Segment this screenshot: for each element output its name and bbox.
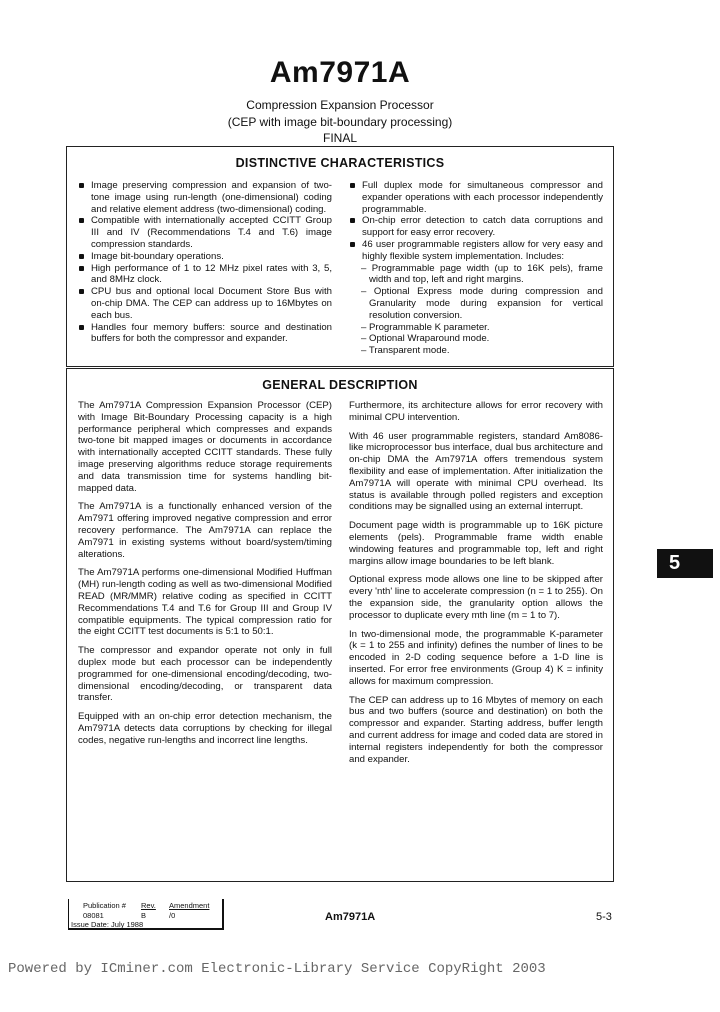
feature-subitem: – Programmable K parameter. bbox=[361, 321, 490, 333]
description-paragraph: The compressor and expandor operate not only in full duplex mode but each processor can be independently programmed for one-dimensional encoding/decoding, two-dimensional encoding/decoding, or transparent data transfer. bbox=[78, 645, 332, 704]
feature-item: CPU bus and optional local Document Store Bus with on-chip DMA. The CEP can address up to 16Mbytes on each bus. bbox=[78, 286, 332, 321]
feature-item: 46 user programmable registers allow for very easy and highly flexible system implementation. Includes: bbox=[349, 239, 603, 263]
characteristics-section bbox=[66, 146, 614, 367]
description-paragraph: Document page width is programmable up to 16K picture elements (pels). Programmable frame width enable windowing features and programmable top, left and right margins allow image boundaries to be left blank. bbox=[349, 520, 603, 567]
feature-item: High performance of 1 to 12 MHz pixel rates with 3, 5, and 8MHz clock. bbox=[78, 263, 332, 287]
feature-item: Image bit-boundary operations. bbox=[78, 251, 332, 263]
description-paragraph: The Am7971A performs one-dimensional Modified Huffman (MH) run-length coding as well as two-dimensional Modified READ (MR/MMR) relative coding as specified in CCITT Recommendations T.4 and T.6 for Group III and Group IV compatible equipments. The typical compression ratio for the eight CCITT test documents is 5:1 to 50:1. bbox=[78, 567, 332, 638]
feature-item: Image preserving compression and expansion of two-tone image using run-length (one-dimensional) coding and relative element address (two-dimensional) coding. bbox=[78, 180, 332, 215]
pub-label: Publication # bbox=[83, 901, 126, 910]
amend-label: Amendment bbox=[169, 901, 210, 910]
rev-value: B bbox=[141, 910, 147, 920]
description-paragraph: In two-dimensional mode, the programmable K-parameter (k = 1 to 255 and infinity) defines the number of lines to be encoded in 2-D coding sequence before a 1-D line is inserted. For error free environments (Group 4) K = infinity allows for maximum compression. bbox=[349, 628, 603, 687]
feature-subitem: – Transparent mode. bbox=[361, 345, 450, 357]
footer-part-number: Am7971A bbox=[325, 911, 376, 923]
rev-label: Rev. bbox=[141, 901, 156, 910]
feature-item: On-chip error detection to catch data corruptions and support for easy error recovery. bbox=[349, 215, 603, 239]
feature-item: Compatible with internationally accepted CCITT Group III and IV (Recommendations T.4 and T.6) image compression standards. bbox=[78, 215, 332, 250]
doc-subtitle: Compression Expansion Processor bbox=[246, 98, 434, 112]
publication-info bbox=[68, 899, 224, 930]
description-paragraph: The Am7971A is a functionally enhanced version of the Am7971 offering improved negative compression and error recovery performance. The Am7971A can replace the Am7971 in existing systems without board/system/timing alterations. bbox=[78, 501, 332, 560]
watermark: Powered by ICminer.com Electronic-Library Service CopyRight 2003 bbox=[8, 961, 546, 977]
feature-subitem: – Optional Wraparound mode. bbox=[361, 333, 490, 345]
description-paragraph: Equipped with an on-chip error detection mechanism, the Am7971A detects data corruptions by checking for illegal codes, negative run-lengths and incorrect line lengths. bbox=[78, 711, 332, 746]
pub-number: 08081 bbox=[83, 910, 104, 920]
section-heading: DISTINCTIVE CHARACTERISTICS bbox=[235, 156, 445, 170]
feature-item: Handles four memory buffers: source and destination buffers for both the compressor and expander. bbox=[78, 322, 332, 346]
feature-subitem: – Optional Express mode during compression and Granularity mode during expansion for vertical resolution conversion. bbox=[361, 286, 603, 321]
page-number: 5-3 bbox=[596, 911, 612, 923]
description-paragraph: Furthermore, its architecture allows for error recovery with minimal CPU intervention. bbox=[349, 400, 603, 423]
section-heading: GENERAL DESCRIPTION bbox=[262, 378, 418, 392]
amend-value: /0 bbox=[169, 910, 176, 920]
feature-item: Full duplex mode for simultaneous compressor and expander operations with each processor independently programmable. bbox=[349, 180, 603, 215]
feature-subitem: – Programmable page width (up to 16K pels), frame width and top, left and right margins. bbox=[361, 262, 603, 286]
doc-subtitle-2: (CEP with image bit-boundary processing) bbox=[227, 115, 453, 129]
description-paragraph: Optional express mode allows one line to be skipped after every 'nth' line to accelerate compression (n = 1 to 255). On the expansion side, the granularity option allows the processor to duplicate every mth line (m = 1 to 7). bbox=[349, 574, 603, 621]
description-paragraph: The CEP can address up to 16 Mbytes of memory on each bus and two buffers (source and destination) on both the compressor and expander. Starting address, buffer length and current address for image and coded data are stored in internal registers independently for both the compressor and expander. bbox=[349, 694, 603, 765]
description-paragraph: The Am7971A Compression Expansion Processor (CEP) with Image Bit-Boundary Processing capacity is a high performance peripheral which compresses and expands two-tone bit mapped images or documents in accordance with internationally accepted CCITT standards. These fully image preserving algorithms reduce storage requirements and data transmission time for systems handling bit-mapped data. bbox=[78, 400, 332, 494]
doc-status: FINAL bbox=[322, 131, 357, 145]
doc-title: Am7971A bbox=[269, 56, 411, 89]
issue-date: Issue Date: July 1988 bbox=[71, 920, 144, 929]
description-section bbox=[66, 368, 614, 882]
section-tab: 5 bbox=[657, 549, 713, 578]
description-paragraph: With 46 user programmable registers, standard Am8086-like microprocessor bus interface, dual bus architecture and on-chip DMA the Am7971A offers tremendous system flexibility and ease of implementation. After initialization the Am7971A will operate with minimal CPU overhead. Its status is available through polled registers and exception conditions may be signalled using an external interrupt. bbox=[349, 430, 603, 513]
